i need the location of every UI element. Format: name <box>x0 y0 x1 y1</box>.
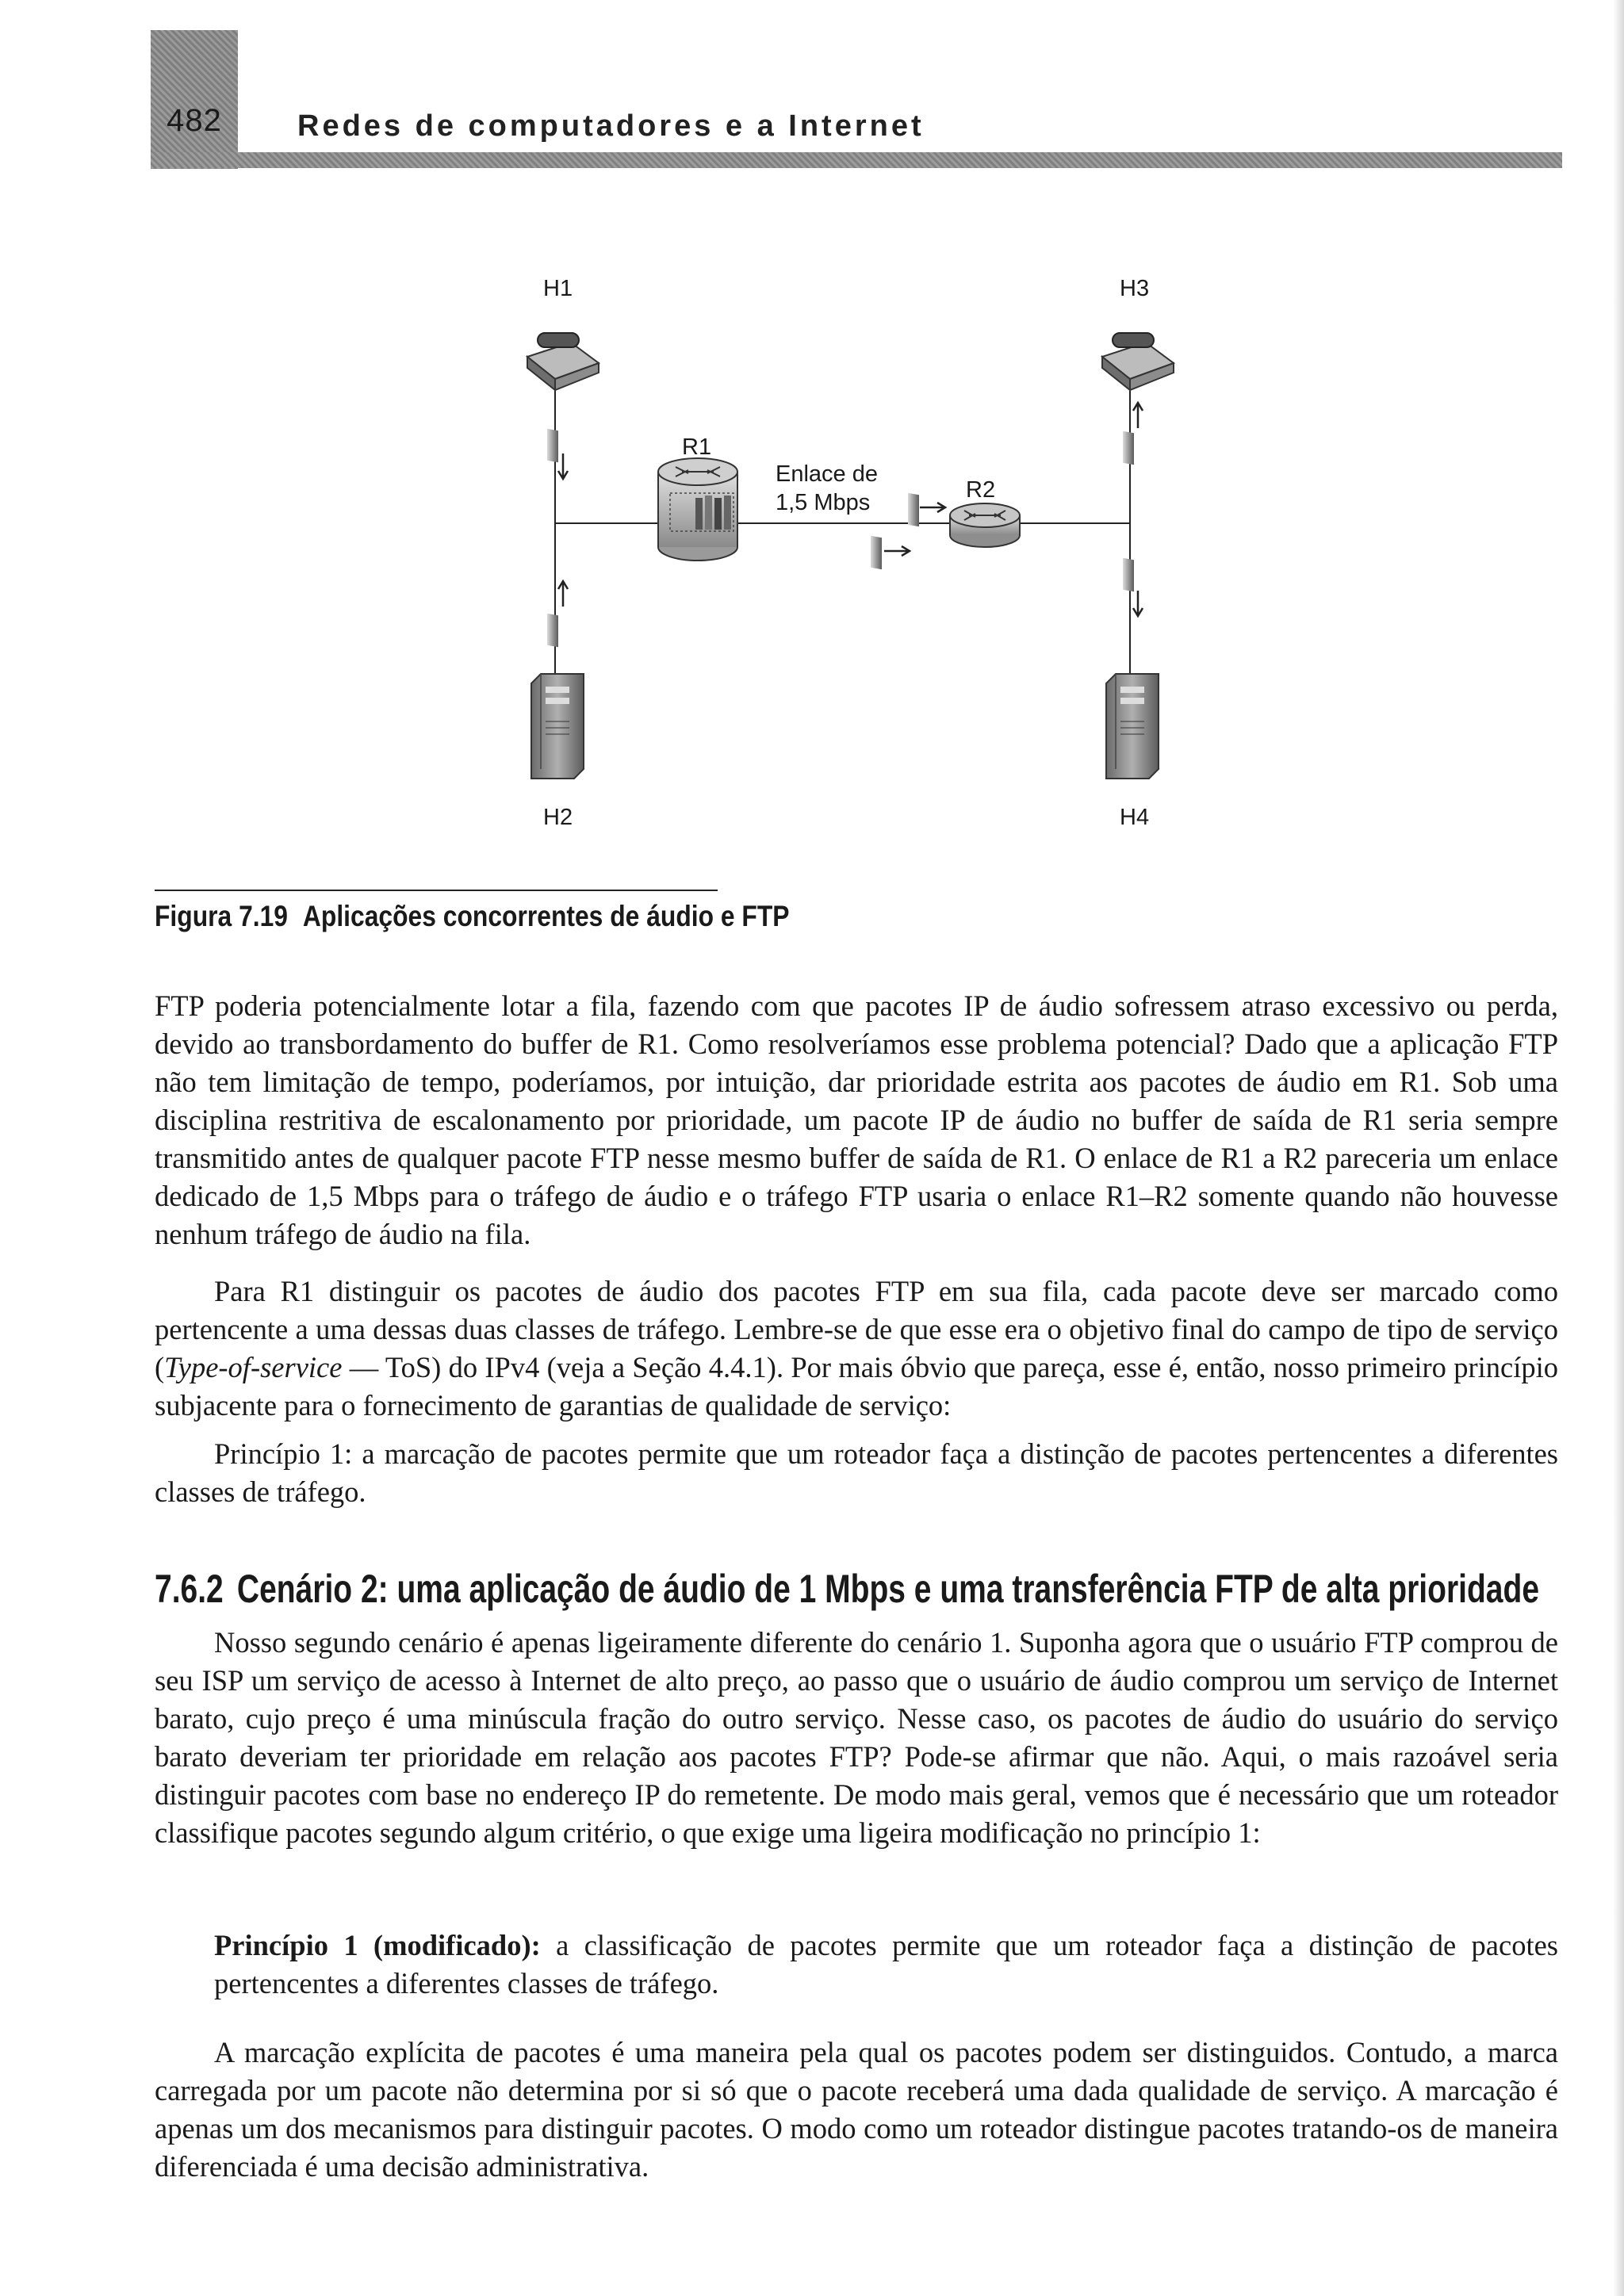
r2-router-icon <box>950 503 1020 547</box>
label-h1: H1 <box>543 276 573 301</box>
label-link-line2: 1,5 Mbps <box>776 490 871 515</box>
h1-phone-icon <box>527 333 599 390</box>
page-number-tab <box>151 30 238 169</box>
principle-label: Princípio 1 (modificado): <box>214 1929 541 1961</box>
header-rule <box>151 152 1562 168</box>
h4-packet-down <box>1123 558 1143 616</box>
paragraph-2-start: Para R1 distinguir os pacotes de áudio dos pacotes FTP em sua fila, cada pacote deve ser marcado como pertencente a uma dessas duas classes de tráfego. Lembre-se de que esse era o objetivo final do campo de tipo de serviço ( <box>155 1275 1558 1383</box>
paragraph-2 <box>155 1272 1558 1425</box>
page-header <box>0 0 1624 174</box>
figure-caption-rule <box>155 890 718 891</box>
h4-server-icon <box>1106 674 1159 779</box>
link-packet-lower <box>871 536 910 569</box>
paragraph-1: FTP poderia potencialmente lotar a fila, fazendo com que pacotes IP de áudio sofressem atraso excessivo ou perda, devido ao transbordamento do buffer de R1. Como resolveríamos esse problema potencial? Dado que a aplicação FTP não tem limitação de tempo, poderíamos, por intuição, dar prioridade estrita aos pacotes de áudio em R1. Sob uma disciplina restritiva de escalonamento por prioridade, um pacote IP de áudio no buffer de saída de R1 seria sempre transmitido antes de qualquer pacote FTP nesse mesmo buffer de saída de R1. O enlace de R1 a R2 pareceria um enlace dedicado de 1,5 Mbps para o tráfego de áudio e o tráfego FTP usaria o enlace R1–R2 somente quando não houvesse nenhum tráfego de áudio na fila. <box>155 989 1558 1250</box>
paragraph-3: Princípio 1: a marcação de pacotes permite que um roteador faça a distinção de pacotes pertencentes a diferentes classes de tráfego. <box>155 1437 1558 1508</box>
figure-caption-number: Figura 7.19 <box>155 900 289 932</box>
principle-text: a classificação de pacotes permite que um roteador faça a distinção de pacotes pertencentes a diferentes classes de tráfego. <box>214 1929 1559 1999</box>
paragraph-2-italic: Type-of-service <box>164 1351 343 1383</box>
paragraph-6: A marcação explícita de pacotes é uma maneira pela qual os pacotes podem ser distinguidos. Contudo, a marca carregada por um pacote não determina por si só que o pacote receberá uma dada qualidade de serviço. A marcação é apenas um dos mecanismos para distinguir pacotes. O modo como um roteador distingue pacotes tratando-os de maneira diferenciada é uma decisão administrativa. <box>155 2036 1558 2183</box>
label-h2: H2 <box>543 805 573 830</box>
section-title: Cenário 2: uma aplicação de áudio de 1 Mbps e uma transferência FTP de alta prioridade <box>236 1567 1540 1611</box>
r1-router-icon <box>658 458 737 561</box>
label-h4: H4 <box>1120 805 1150 830</box>
figure-caption-text: Aplicações concorrentes de áudio e FTP <box>302 900 790 932</box>
figure-caption <box>155 900 790 933</box>
paragraph-2-end: — ToS) do IPv4 (veja a Seção 4.4.1). Por mais óbvio que pareça, esse é, então, nosso primeiro princípio subjacente para o fornecimento de garantias de qualidade de serviço: <box>155 1351 1558 1422</box>
section-heading <box>155 1566 1539 1612</box>
label-link-line1: Enlace de <box>776 461 878 487</box>
page-number: 482 <box>167 103 222 138</box>
h1-packet-down <box>547 429 568 479</box>
section-number: 7.6.2 <box>155 1567 224 1611</box>
network-diagram <box>396 254 1237 872</box>
h2-packet-up <box>547 581 568 647</box>
paragraph-4: Nosso segundo cenário é apenas ligeiramente diferente do cenário 1. Suponha agora que o usuário FTP comprou de seu ISP um serviço de acesso à Internet de alto preço, ao passo que o usuário de áudio comprou um serviço de Internet barato, cujo preço é uma minúscula fração do outro serviço. Nesse caso, os pacotes de áudio do usuário do serviço barato deveriam ter prioridade em relação aos pacotes FTP? Pode-se afirmar que não. Aqui, o mais razoável seria distinguir pacotes com base no endereço IP do remetente. De modo mais geral, vemos que é necessário que um roteador classifique pacotes segundo algum critério, o que exige uma ligeira modificação no princípio 1: <box>155 1626 1558 1849</box>
h3-packet-up <box>1123 403 1143 465</box>
h2-server-icon <box>531 674 584 779</box>
label-h3: H3 <box>1120 276 1150 301</box>
network-figure <box>396 254 1237 872</box>
running-title: Redes de computadores e a Internet <box>297 109 925 143</box>
h3-phone-icon <box>1102 333 1174 390</box>
link-packet-upper <box>908 493 945 526</box>
principle-modified <box>214 1927 1558 2003</box>
label-r2: R2 <box>966 477 996 503</box>
scan-edge <box>1613 0 1624 2296</box>
label-r1: R1 <box>682 434 712 460</box>
